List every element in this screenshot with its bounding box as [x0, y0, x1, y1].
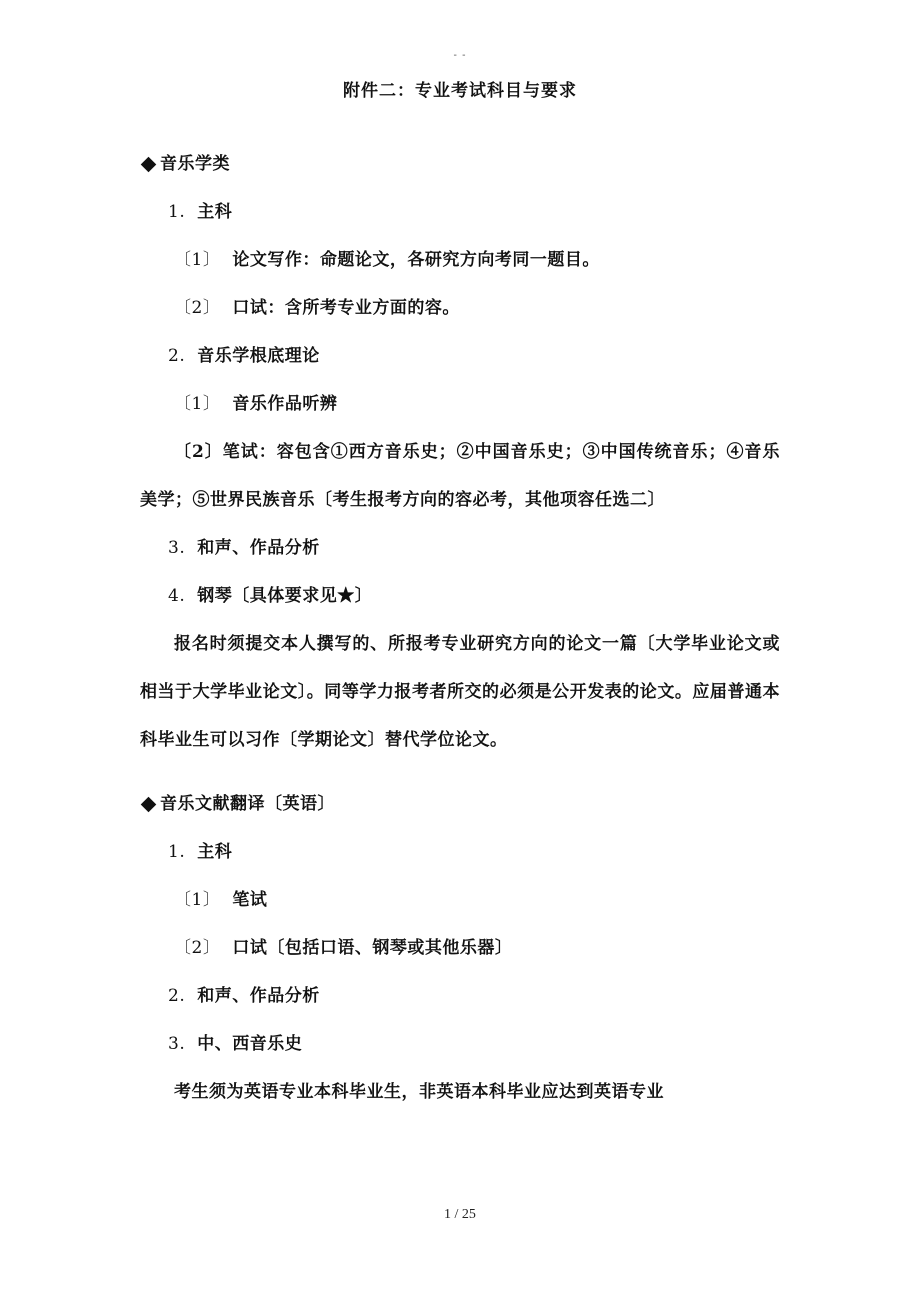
item-number: 2.	[168, 346, 186, 366]
list-item	[140, 188, 780, 236]
written-exam-paragraph: 〔2〕笔试：容包含①西方音乐史；②中国音乐史；③中国传统音乐；④音乐美学；⑤世界民族音乐〔考生报考方向的容必考，其他项容任选二〕	[140, 442, 780, 510]
list-item	[140, 524, 780, 572]
item-number: 〔1〕	[174, 250, 221, 270]
item-label: 和声、作品分析	[197, 538, 320, 558]
item-number: 1.	[168, 202, 186, 222]
page-number: 1 / 25	[444, 1207, 476, 1222]
item-number: 3.	[168, 1034, 186, 1054]
section-heading-translation	[140, 780, 780, 828]
section-heading-text: 音乐文献翻译〔英语〕	[160, 794, 335, 814]
page-title: 附件二：专业考试科目与要求	[343, 81, 577, 101]
diamond-bullet-icon	[141, 156, 157, 172]
section-heading-text: 音乐学类	[160, 154, 230, 174]
item-label: 笔试	[232, 890, 268, 910]
list-item	[140, 1020, 780, 1068]
item-label: 口试：含所考专业方面的容。	[232, 298, 460, 318]
diamond-bullet-icon	[141, 796, 157, 812]
item-label: 中、西音乐史	[197, 1034, 303, 1054]
list-item	[140, 236, 780, 284]
item-label: 主科	[197, 202, 233, 222]
item-label: 钢琴〔具体要求见★〕	[197, 586, 373, 606]
page-header-mark: - -	[453, 50, 467, 61]
list-item	[140, 924, 780, 972]
list-item	[140, 828, 780, 876]
item-number: 〔1〕	[174, 394, 221, 414]
english-requirement-paragraph: 考生须为英语专业本科毕业生，非英语本科毕业应达到英语专业	[174, 1082, 664, 1102]
item-number: 〔2〕	[174, 938, 221, 958]
item-number: 4.	[168, 586, 186, 606]
item-label: 论文写作：命题论文，各研究方向考同一题目。	[232, 250, 600, 270]
section-spacer	[140, 764, 780, 780]
list-item	[140, 972, 780, 1020]
item-number: 2.	[168, 986, 186, 1006]
list-item	[140, 876, 780, 924]
item-number: 〔1〕	[174, 890, 221, 910]
list-item	[140, 380, 780, 428]
item-label: 和声、作品分析	[197, 986, 320, 1006]
item-label: 音乐作品听辨	[232, 394, 338, 414]
item-number: 〔2〕	[174, 298, 221, 318]
document-body	[140, 140, 780, 1116]
item-label: 音乐学根底理论	[197, 346, 320, 366]
submission-paragraph: 报名时须提交本人撰写的、所报考专业研究方向的论文一篇〔大学毕业论文或相当于大学毕业论文〕。同等学力报考者所交的必须是公开发表的论文。应届普通本科毕业生可以习作〔学期论文〕替代学位论文。	[140, 634, 780, 750]
item-number: 3.	[168, 538, 186, 558]
item-label: 主科	[197, 842, 233, 862]
list-item	[140, 572, 780, 620]
list-item	[140, 332, 780, 380]
item-label: 口试〔包括口语、钢琴或其他乐器〕	[232, 938, 513, 958]
list-item	[140, 284, 780, 332]
section-heading-musicology	[140, 140, 780, 188]
item-number: 1.	[168, 842, 186, 862]
